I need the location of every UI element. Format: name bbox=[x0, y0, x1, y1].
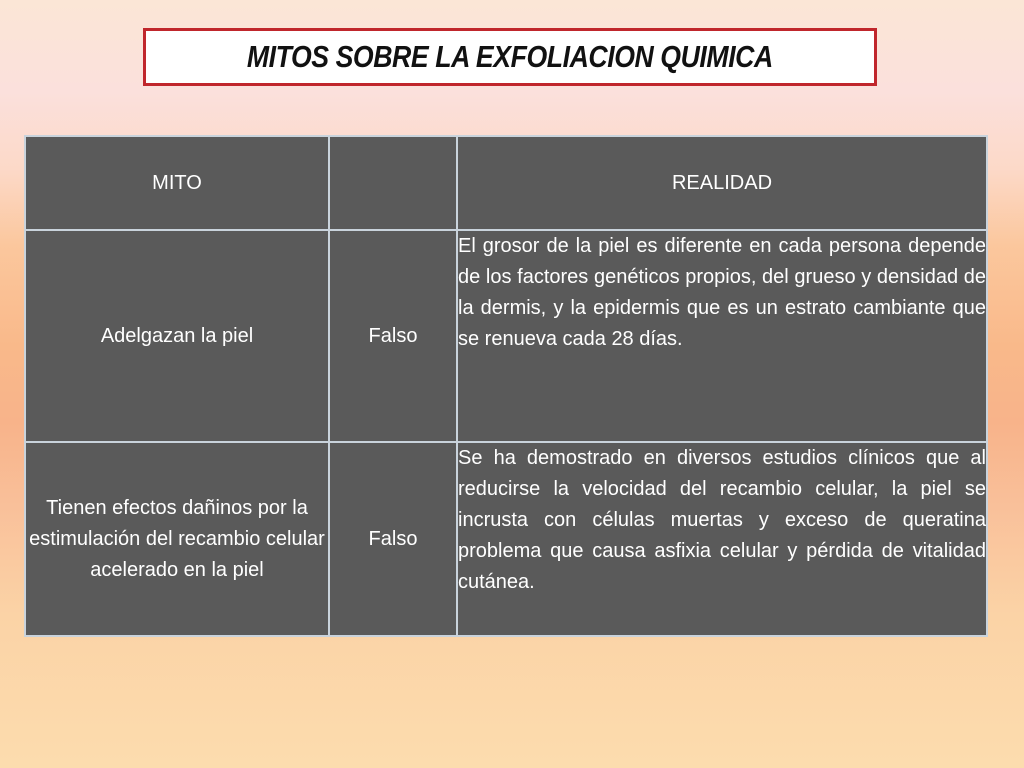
table-header-row bbox=[25, 136, 987, 230]
header-realidad: REALIDAD bbox=[457, 136, 987, 230]
title-box bbox=[143, 28, 877, 86]
header-mito: MITO bbox=[25, 136, 329, 230]
table-row bbox=[25, 442, 987, 636]
slide-title: MITOS SOBRE LA EXFOLIACION QUIMICA bbox=[246, 39, 773, 74]
table-row bbox=[25, 230, 987, 442]
cell-realidad: El grosor de la piel es diferente en cada persona depende de los factores genéticos propios, del grueso y densidad de la dermis, y la epidermis que es un estrato cambiante que se renueva cada 28 días. bbox=[457, 230, 987, 442]
cell-result: Falso bbox=[329, 230, 457, 442]
cell-result: Falso bbox=[329, 442, 457, 636]
myths-table bbox=[24, 135, 988, 637]
cell-mito: Adelgazan la piel bbox=[25, 230, 329, 442]
header-result bbox=[329, 136, 457, 230]
cell-realidad: Se ha demostrado en diversos estudios clínicos que al reducirse la velocidad del recambio celular, la piel se incrusta con células muertas y exceso de queratina problema que causa asfixia celular y pérdida de vitalidad cutánea. bbox=[457, 442, 987, 636]
cell-mito: Tienen efectos dañinos por la estimulación del recambio celular acelerado en la piel bbox=[25, 442, 329, 636]
